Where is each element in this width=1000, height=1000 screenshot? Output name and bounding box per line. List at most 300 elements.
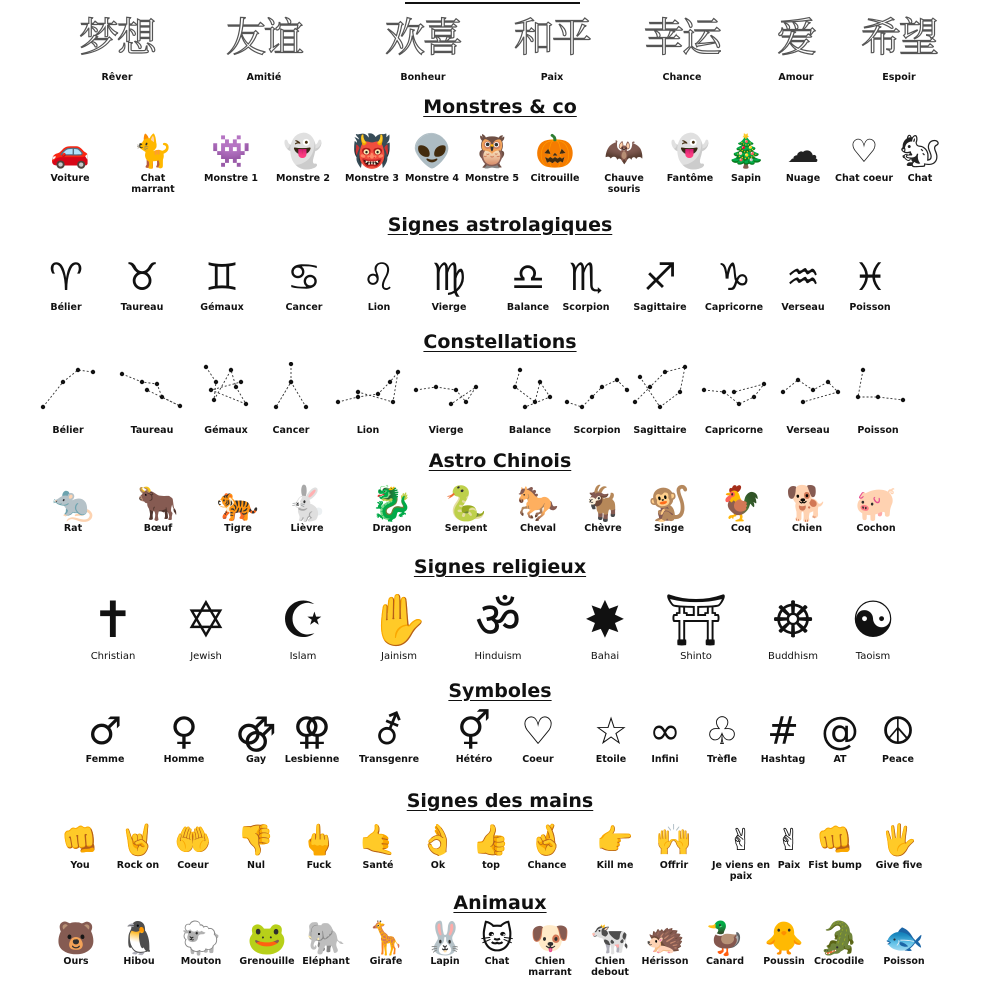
chinois-item bbox=[40, 484, 106, 534]
constellation-star bbox=[61, 380, 65, 384]
animaux-item bbox=[692, 919, 758, 967]
constellation-diagram bbox=[495, 362, 565, 417]
symboles-glyph-icon: ♧ bbox=[704, 709, 740, 753]
chinois-item bbox=[708, 484, 774, 534]
constellation-star bbox=[336, 400, 340, 404]
constellation-diagram bbox=[33, 362, 103, 417]
animaux-item bbox=[353, 919, 419, 967]
kanji-item-luck bbox=[644, 15, 720, 83]
constellation-item bbox=[620, 362, 700, 436]
constellation-star bbox=[239, 380, 243, 384]
religieux-glyph-icon: ॐ bbox=[475, 591, 521, 649]
kanji-item-peace bbox=[514, 15, 590, 83]
mains-glyph-icon: 👊 bbox=[61, 823, 99, 858]
constellation-label: Taureau bbox=[130, 425, 174, 436]
mains-item bbox=[286, 823, 352, 871]
kanji-glyph: 和平 bbox=[514, 15, 590, 61]
chinois-label: Serpent bbox=[444, 523, 488, 534]
constellation-star bbox=[356, 395, 360, 399]
religieux-glyph-icon: ☪ bbox=[280, 591, 326, 649]
constellation-star bbox=[140, 380, 144, 384]
monstres-item bbox=[459, 132, 525, 184]
astro-label: Balance bbox=[506, 302, 550, 313]
constellation-star bbox=[538, 380, 542, 384]
mains-glyph-icon: 🤙 bbox=[359, 823, 397, 858]
astro-item bbox=[701, 255, 767, 313]
mains-item bbox=[802, 823, 868, 871]
chinois-item bbox=[505, 484, 571, 534]
religieux-glyph-icon: ✝ bbox=[92, 591, 134, 649]
religieux-glyph-icon: ✡ bbox=[185, 591, 227, 649]
mains-glyph-icon: ✌ bbox=[728, 823, 754, 858]
constellation-label: Vierge bbox=[428, 425, 464, 436]
mains-label: Santé bbox=[362, 860, 394, 871]
monstres-glyph-icon: 👾 bbox=[211, 132, 251, 170]
section-title-animaux: Animaux bbox=[453, 892, 547, 914]
chinois-item bbox=[205, 484, 271, 534]
religieux-item bbox=[840, 591, 906, 662]
symboles-glyph-icon: ⚥ bbox=[456, 709, 492, 753]
astro-item bbox=[189, 255, 255, 313]
monstres-item bbox=[591, 132, 657, 195]
chinois-label: Chèvre bbox=[584, 523, 622, 534]
monstres-glyph-icon: 🚗 bbox=[50, 132, 90, 170]
kanji-glyph: 欢喜 bbox=[385, 15, 461, 61]
astro-label: Capricorne bbox=[704, 302, 764, 313]
symboles-label: Hétéro bbox=[455, 754, 493, 765]
religieux-item bbox=[760, 591, 826, 662]
constellation-label: Poisson bbox=[857, 425, 899, 436]
constellation-label: Cancer bbox=[272, 425, 310, 436]
astro-label: Lion bbox=[367, 302, 391, 313]
monstres-glyph-icon: 🎄 bbox=[726, 132, 766, 170]
mains-item bbox=[514, 823, 580, 871]
mains-glyph-icon: 👉 bbox=[596, 823, 634, 858]
animaux-item bbox=[293, 919, 359, 967]
animaux-label: Eléphant bbox=[302, 956, 350, 967]
constellation-star bbox=[434, 385, 438, 389]
constellation-star bbox=[274, 405, 278, 409]
religieux-glyph-icon: ✋ bbox=[367, 591, 431, 649]
constellation-item bbox=[768, 362, 848, 436]
monstres-label: Nuage bbox=[785, 173, 821, 184]
constellation-line bbox=[338, 372, 398, 402]
religieux-label: Islam bbox=[289, 651, 317, 662]
chinois-glyph-icon: 🐒 bbox=[647, 484, 691, 524]
hands-row bbox=[0, 823, 1000, 894]
constellation-star bbox=[811, 388, 815, 392]
constellation-star bbox=[474, 385, 478, 389]
constellation-star bbox=[376, 392, 380, 396]
constellation-star bbox=[600, 385, 604, 389]
chinois-label: Dragon bbox=[372, 523, 412, 534]
chinois-glyph-icon: 🐎 bbox=[516, 484, 560, 524]
religieux-glyph-icon: ☯ bbox=[850, 591, 896, 649]
chinois-label: Cochon bbox=[856, 523, 896, 534]
constellation-label: Gémaux bbox=[204, 425, 248, 436]
monstres-item bbox=[522, 132, 588, 184]
astro-label: Poisson bbox=[849, 302, 891, 313]
constellation-star bbox=[91, 370, 95, 374]
animaux-glyph-icon: 🐰 bbox=[425, 919, 465, 957]
mains-item bbox=[866, 823, 932, 871]
monstres-label: Chauve souris bbox=[604, 173, 644, 195]
constellation-star bbox=[826, 380, 830, 384]
kanji-item-love bbox=[777, 15, 815, 83]
religieux-item bbox=[465, 591, 531, 662]
animaux-label: Grenouille bbox=[239, 956, 295, 967]
monstres-item bbox=[399, 132, 465, 184]
animaux-label: Mouton bbox=[180, 956, 222, 967]
mains-item bbox=[160, 823, 226, 871]
symboles-item bbox=[279, 709, 345, 765]
kanji-item-dream bbox=[79, 15, 155, 83]
astro-glyph-icon: ♉ bbox=[124, 255, 160, 299]
animaux-glyph-icon: 🦆 bbox=[705, 919, 745, 957]
constellation-star bbox=[289, 362, 293, 366]
astro-item bbox=[770, 255, 836, 313]
religieux-label: Jainism bbox=[381, 651, 417, 662]
mains-label: Give five bbox=[875, 860, 923, 871]
religieux-item bbox=[80, 591, 146, 662]
chinois-label: Coq bbox=[730, 523, 752, 534]
constellation-star bbox=[781, 390, 785, 394]
chinois-glyph-icon: 🐕 bbox=[785, 484, 829, 524]
religieux-label: Bahai bbox=[590, 651, 620, 662]
section-title-constellations: Constellations bbox=[423, 331, 577, 353]
mains-label: Kill me bbox=[596, 860, 634, 871]
chinois-glyph-icon: 🐐 bbox=[581, 484, 625, 524]
chinois-item bbox=[433, 484, 499, 534]
astro-item bbox=[271, 255, 337, 313]
constellation-star bbox=[533, 400, 537, 404]
monstres-item bbox=[270, 132, 336, 184]
symboles-label: Peace bbox=[882, 754, 914, 765]
animaux-item bbox=[806, 919, 872, 967]
astro-glyph-icon: ♈ bbox=[48, 255, 84, 299]
chinois-label: Bœuf bbox=[143, 523, 173, 534]
chinois-label: Tigre bbox=[224, 523, 252, 534]
monstres-label: Monstre 2 bbox=[276, 173, 330, 184]
chinois-item bbox=[359, 484, 425, 534]
mains-label: top bbox=[482, 860, 500, 871]
astro-label: Sagittaire bbox=[633, 302, 687, 313]
constellation-star bbox=[590, 395, 594, 399]
mains-glyph-icon: ✌ bbox=[776, 823, 802, 858]
mains-label: Rock on bbox=[116, 860, 160, 871]
mains-item bbox=[47, 823, 113, 871]
kanji-glyph: 友谊 bbox=[226, 15, 302, 61]
constellation-label: Balance bbox=[508, 425, 552, 436]
constellation-star bbox=[732, 390, 736, 394]
animaux-label: Chien debout bbox=[591, 956, 629, 978]
monstres-item bbox=[887, 132, 953, 184]
animaux-label: Chien marrant bbox=[528, 956, 572, 978]
astro-item bbox=[33, 255, 99, 313]
constellation-line bbox=[43, 370, 93, 407]
astro-label: Gémaux bbox=[200, 302, 244, 313]
constellation-star bbox=[41, 405, 45, 409]
animaux-label: Canard bbox=[705, 956, 745, 967]
mains-glyph-icon: 🙌 bbox=[655, 823, 693, 858]
constellation-star bbox=[678, 390, 682, 394]
constellation-star bbox=[633, 400, 637, 404]
animaux-glyph-icon: 🐸 bbox=[247, 919, 287, 957]
constellation-star bbox=[304, 405, 308, 409]
constellation-star bbox=[518, 368, 522, 372]
astro-item bbox=[627, 255, 693, 313]
monstres-label: Chat coeur bbox=[834, 173, 894, 184]
chinois-item bbox=[843, 484, 909, 534]
constellation-item bbox=[328, 362, 408, 436]
constellation-star bbox=[356, 390, 360, 394]
chinois-item bbox=[274, 484, 340, 534]
monstres-item bbox=[120, 132, 186, 195]
section-title-astro: Signes astrolagiques bbox=[387, 214, 613, 236]
constellation-item bbox=[251, 362, 331, 436]
symboles-glyph-icon: ⚦ bbox=[373, 709, 405, 753]
animaux-glyph-icon: 🐑 bbox=[181, 919, 221, 957]
constellation-star bbox=[229, 368, 233, 372]
constellation-item bbox=[406, 362, 486, 436]
symboles-label: Transgenre bbox=[358, 754, 420, 765]
constellation-star bbox=[796, 378, 800, 382]
animaux-glyph-icon: 🐧 bbox=[119, 919, 159, 957]
symboles-item bbox=[689, 709, 755, 765]
monstres-glyph-icon: 👹 bbox=[352, 132, 392, 170]
cut-off-title-underline bbox=[405, 0, 580, 4]
mains-label: Je viens en paix bbox=[711, 860, 771, 882]
constellation-star bbox=[120, 372, 124, 376]
symboles-item bbox=[151, 709, 217, 765]
religieux-label: Taoism bbox=[855, 651, 891, 662]
symboles-label: AT bbox=[833, 754, 847, 765]
astro-glyph-icon: ♓ bbox=[852, 255, 888, 299]
mains-item bbox=[345, 823, 411, 871]
monstres-label: Sapin bbox=[730, 173, 762, 184]
religieux-label: Hinduism bbox=[474, 651, 522, 662]
mains-label: Paix bbox=[777, 860, 801, 871]
constellation-star bbox=[548, 395, 552, 399]
constellation-diagram bbox=[333, 362, 403, 417]
monstres-glyph-icon: 🦉 bbox=[472, 132, 512, 170]
astro-label: Bélier bbox=[50, 302, 82, 313]
religieux-item bbox=[173, 591, 239, 662]
symboles-label: Coeur bbox=[522, 754, 554, 765]
mains-label: Coeur bbox=[177, 860, 209, 871]
constellation-diagram bbox=[773, 362, 843, 417]
animaux-glyph-icon: 🦒 bbox=[366, 919, 406, 957]
animaux-label: Hérisson bbox=[641, 956, 689, 967]
kanji-row bbox=[0, 14, 1000, 89]
constellation-line bbox=[122, 374, 180, 406]
constellation-item bbox=[694, 362, 774, 436]
constellation-star bbox=[454, 388, 458, 392]
chinois-glyph-icon: 🐉 bbox=[370, 484, 414, 524]
animaux-glyph-icon: 🐱 bbox=[480, 919, 514, 957]
chinois-label: Lièvre bbox=[290, 523, 324, 534]
astro-glyph-icon: ♐ bbox=[642, 255, 678, 299]
constellation-star bbox=[160, 395, 164, 399]
mains-label: Ok bbox=[430, 860, 446, 871]
constellation-star bbox=[856, 395, 860, 399]
astro-item bbox=[837, 255, 903, 313]
constellation-star bbox=[396, 370, 400, 374]
animaux-item bbox=[871, 919, 937, 967]
monstres-item bbox=[198, 132, 264, 184]
symboles-glyph-icon: @ bbox=[821, 709, 859, 753]
kanji-label: Paix bbox=[540, 72, 564, 83]
animaux-item bbox=[234, 919, 300, 967]
religious-row bbox=[0, 591, 1000, 670]
astro-glyph-icon: ♋ bbox=[286, 255, 322, 299]
constellation-star bbox=[801, 400, 805, 404]
kanji-glyph: 爱 bbox=[777, 15, 815, 61]
constellation-star bbox=[658, 405, 662, 409]
astro-glyph-icon: ♎ bbox=[510, 255, 546, 299]
constellation-star bbox=[565, 400, 569, 404]
mains-glyph-icon: 🤘 bbox=[119, 823, 157, 858]
constellation-star bbox=[209, 388, 213, 392]
constellation-label: Lion bbox=[356, 425, 380, 436]
constellation-diagram bbox=[256, 362, 326, 417]
symboles-label: Femme bbox=[85, 754, 125, 765]
constellation-item bbox=[28, 362, 108, 436]
astro-glyph-icon: ♏ bbox=[568, 255, 604, 299]
constellation-star bbox=[234, 385, 238, 389]
astro-glyph-icon: ♑ bbox=[716, 255, 752, 299]
animaux-glyph-icon: 🐻 bbox=[56, 919, 96, 957]
kanji-glyph: 希望 bbox=[861, 15, 937, 61]
religieux-item bbox=[270, 591, 336, 662]
symboles-label: Homme bbox=[163, 754, 205, 765]
astro-item bbox=[416, 255, 482, 313]
monstres-label: Monstre 1 bbox=[204, 173, 258, 184]
animaux-label: Ours bbox=[63, 956, 89, 967]
constellation-item bbox=[838, 362, 918, 436]
symboles-label: Etoile bbox=[595, 754, 627, 765]
constellation-star bbox=[155, 382, 159, 386]
symboles-glyph-icon: ∞ bbox=[649, 709, 681, 753]
religieux-glyph-icon: ✸ bbox=[584, 591, 626, 649]
symboles-glyph-icon: ☆ bbox=[593, 709, 629, 753]
section-title-monstres: Monstres & co bbox=[423, 96, 577, 118]
constellation-star bbox=[145, 388, 149, 392]
constellation-star bbox=[702, 388, 706, 392]
symboles-item bbox=[72, 709, 138, 765]
mains-item bbox=[223, 823, 289, 871]
mains-label: Nul bbox=[247, 860, 265, 871]
constellation-star bbox=[762, 382, 766, 386]
monstres-glyph-icon: 🦇 bbox=[604, 132, 644, 170]
kanji-label: Amitié bbox=[246, 72, 282, 83]
symboles-glyph-icon: ♡ bbox=[520, 709, 556, 753]
mains-glyph-icon: 👌 bbox=[419, 823, 457, 858]
mains-glyph-icon: 🤲 bbox=[174, 823, 212, 858]
astro-item bbox=[495, 255, 561, 313]
animaux-label: Lapin bbox=[430, 956, 460, 967]
astro-label: Verseau bbox=[781, 302, 825, 313]
constellation-diagram bbox=[411, 362, 481, 417]
constellation-star bbox=[737, 402, 741, 406]
symboles-item bbox=[865, 709, 931, 765]
animals-row bbox=[0, 919, 1000, 997]
constellation-star bbox=[683, 365, 687, 369]
section-title-mains: Signes des mains bbox=[406, 790, 594, 812]
symboles-label: Hashtag bbox=[760, 754, 806, 765]
religieux-item bbox=[663, 591, 729, 662]
monstres-glyph-icon: 🎃 bbox=[535, 132, 575, 170]
kanji-label: Rêver bbox=[101, 72, 133, 83]
constellation-star bbox=[523, 405, 527, 409]
animaux-label: Girafe bbox=[369, 956, 403, 967]
chinois-item bbox=[570, 484, 636, 534]
constellation-star bbox=[289, 380, 293, 384]
religieux-glyph-icon: ☸ bbox=[770, 591, 816, 649]
constellation-diagram bbox=[625, 362, 695, 417]
chinois-label: Singe bbox=[653, 523, 685, 534]
animaux-glyph-icon: 🐶 bbox=[530, 919, 570, 957]
kanji-label: Amour bbox=[778, 72, 814, 83]
symboles-glyph-icon: ⚣ bbox=[235, 709, 277, 753]
section-title-religieux: Signes religieux bbox=[413, 556, 587, 578]
constellation-line bbox=[858, 370, 903, 400]
monstres-glyph-icon: 👻 bbox=[670, 132, 710, 170]
constellation-star bbox=[648, 385, 652, 389]
monstres-glyph-icon: 🐿 bbox=[899, 132, 941, 170]
chinois-item bbox=[636, 484, 702, 534]
symboles-label: Gay bbox=[245, 754, 267, 765]
constellation-diagram bbox=[117, 362, 187, 417]
constellation-label: Capricorne bbox=[704, 425, 764, 436]
monstres-row bbox=[0, 132, 1000, 215]
chinese-zodiac-row bbox=[0, 484, 1000, 547]
religieux-label: Buddhism bbox=[768, 651, 818, 662]
monstres-glyph-icon: 🐈 bbox=[133, 132, 173, 170]
religieux-label: Jewish bbox=[190, 651, 222, 662]
constellation-star bbox=[752, 395, 756, 399]
symboles-item bbox=[807, 709, 873, 765]
animaux-glyph-icon: 🐄 bbox=[590, 919, 630, 957]
mains-item bbox=[582, 823, 648, 871]
constellation-label: Bélier bbox=[52, 425, 84, 436]
animaux-label: Poussin bbox=[763, 956, 805, 967]
constellation-star bbox=[722, 390, 726, 394]
constellation-star bbox=[204, 365, 208, 369]
constellation-star bbox=[214, 380, 218, 384]
religieux-glyph-icon: ⛩ bbox=[664, 591, 728, 649]
chinois-glyph-icon: 🐅 bbox=[216, 484, 260, 524]
kanji-item-happiness bbox=[385, 15, 461, 83]
kanji-glyph: 幸运 bbox=[644, 15, 720, 61]
constellation-label: Scorpion bbox=[573, 425, 621, 436]
constellation-label: Verseau bbox=[786, 425, 830, 436]
symboles-glyph-icon: ♀ bbox=[170, 709, 198, 753]
constellation-star bbox=[244, 402, 248, 406]
mains-glyph-icon: 👎 bbox=[237, 823, 275, 858]
astro-row bbox=[0, 255, 1000, 320]
constellation-star bbox=[861, 368, 865, 372]
religieux-label: Christian bbox=[90, 651, 136, 662]
astro-glyph-icon: ♒ bbox=[785, 255, 821, 299]
monstres-item bbox=[37, 132, 103, 184]
constellation-star bbox=[391, 400, 395, 404]
monstres-label: Chat bbox=[907, 173, 933, 184]
monstres-glyph-icon: 👽 bbox=[412, 132, 452, 170]
animaux-glyph-icon: 🐥 bbox=[764, 919, 804, 957]
astro-glyph-icon: ♊ bbox=[204, 255, 240, 299]
constellation-star bbox=[663, 370, 667, 374]
